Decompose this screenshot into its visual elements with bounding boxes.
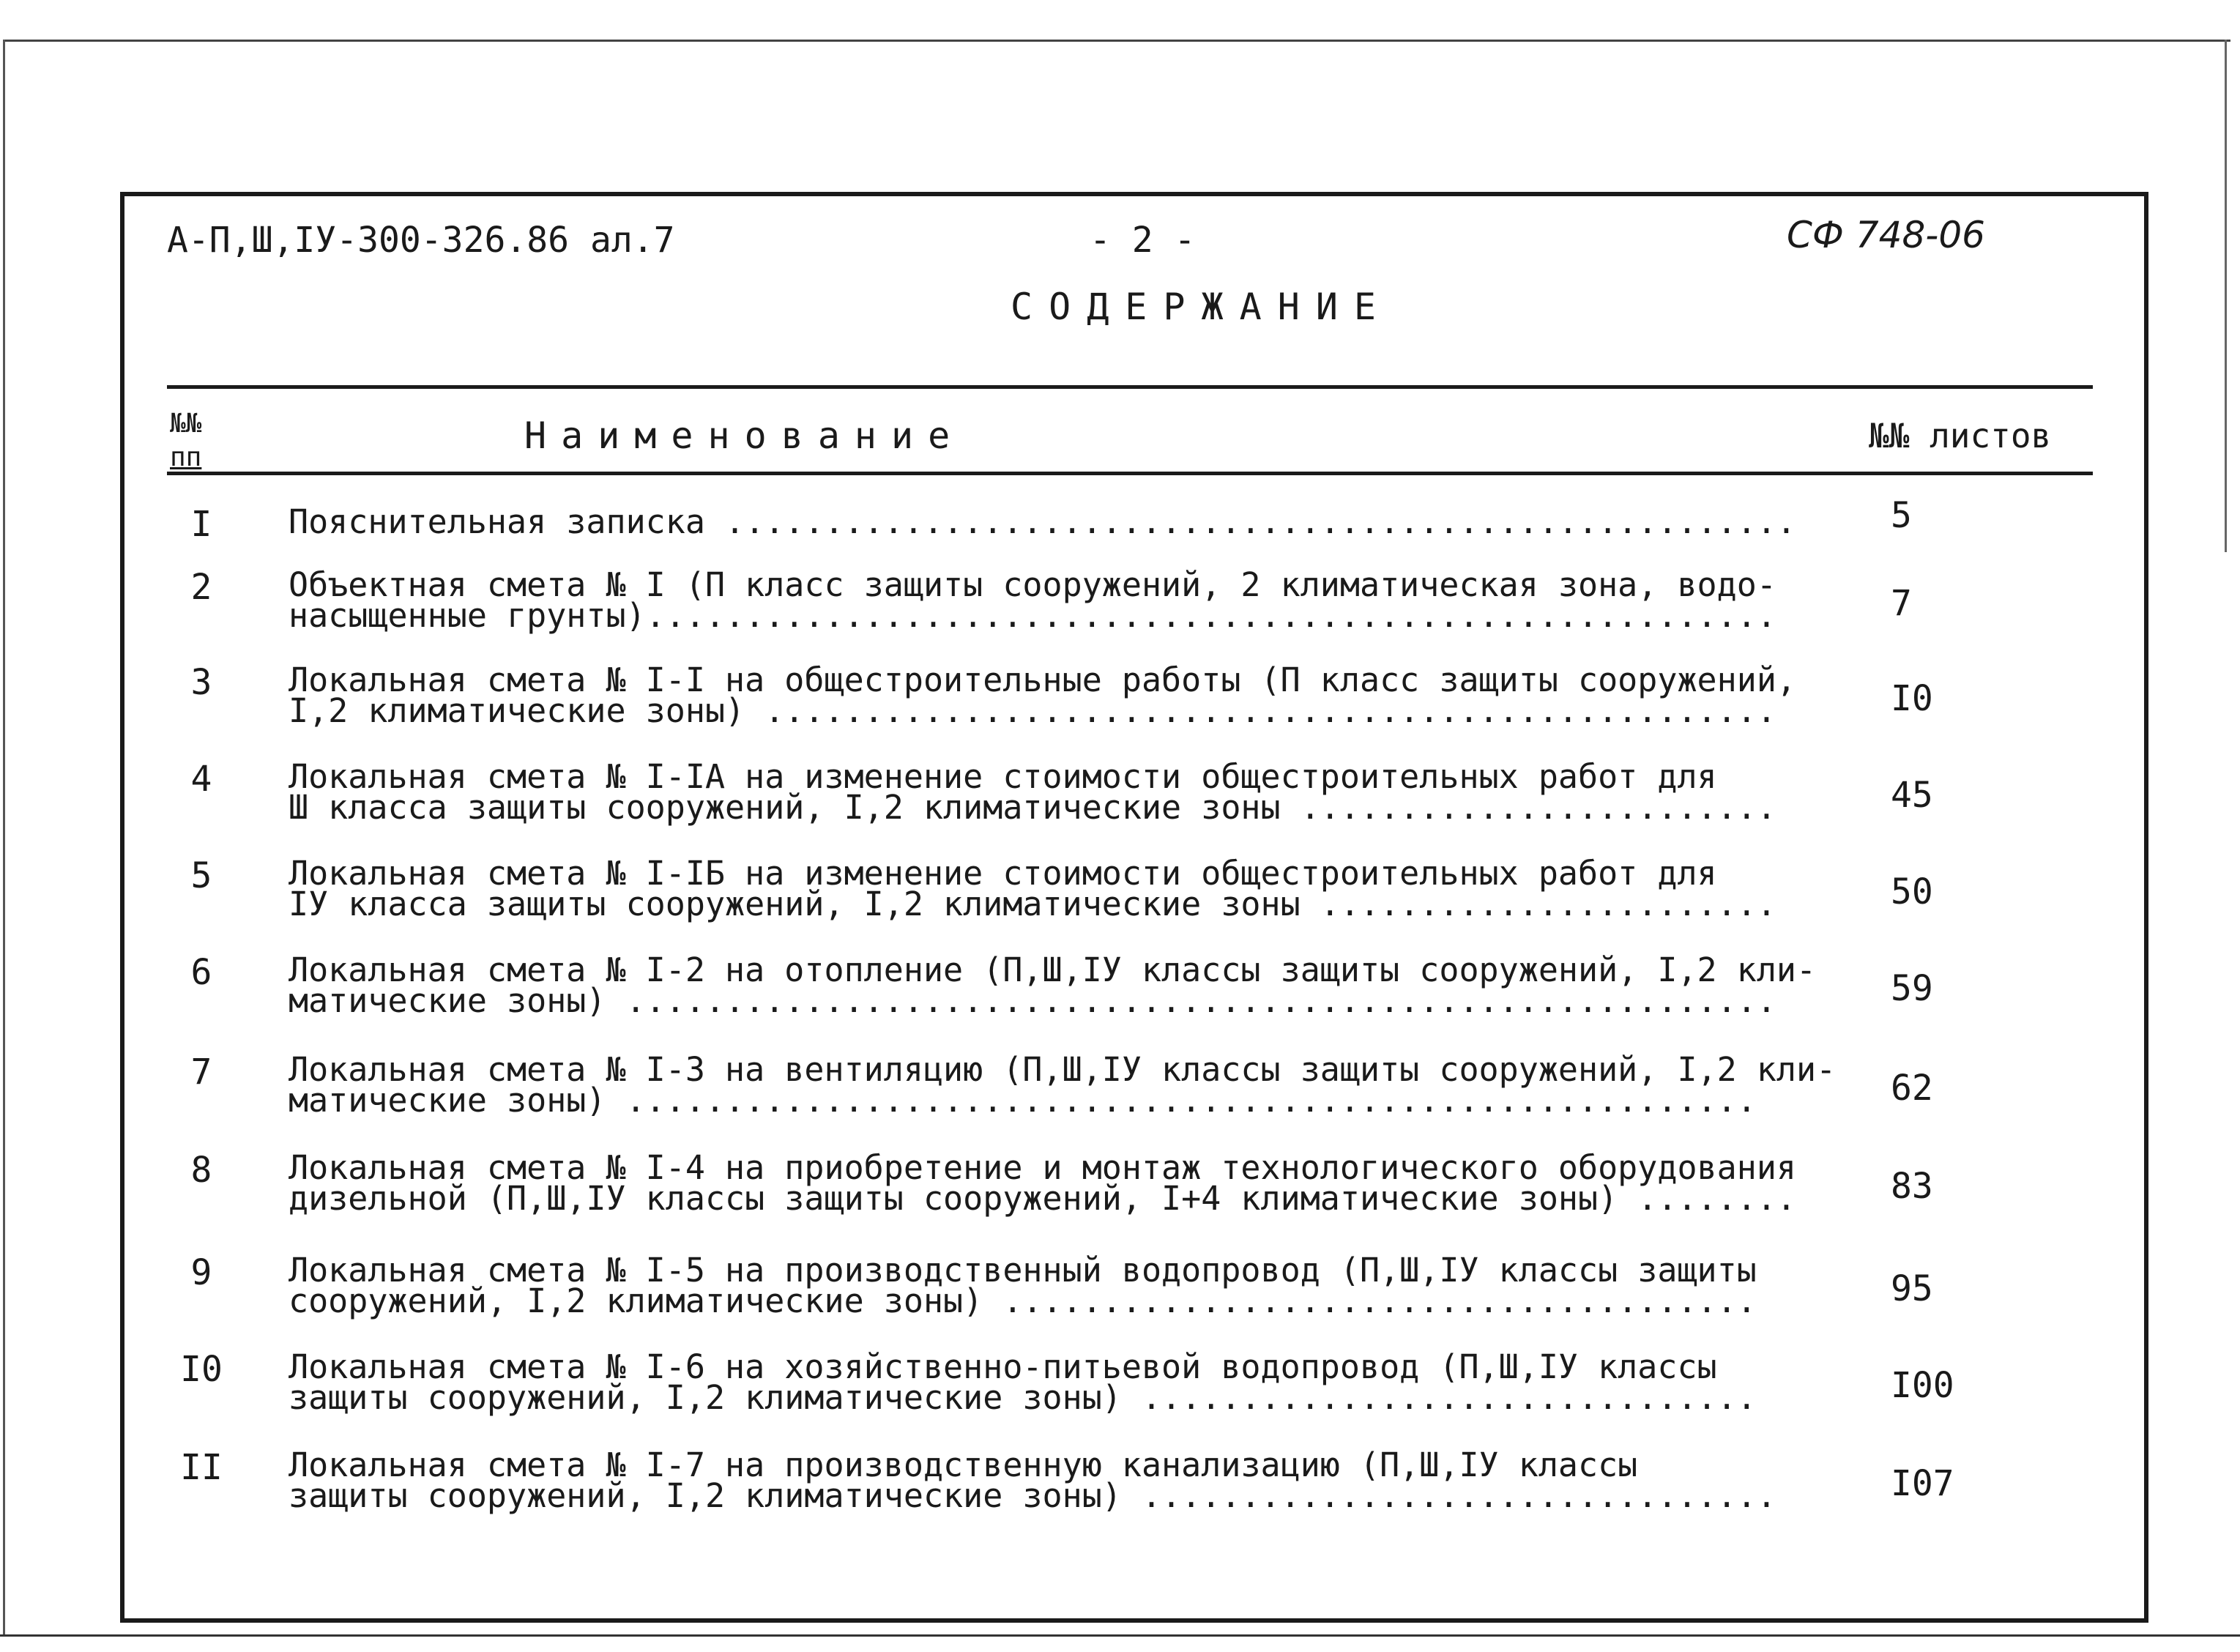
row-sheet-number: 62 xyxy=(1891,1068,1933,1109)
row-title xyxy=(289,565,1776,635)
sheet-edge-bottom xyxy=(0,1634,2240,1637)
row-title-line: Локальная смета № I-7 на производственную канализацию (П,Ш,IУ классы xyxy=(289,1446,1638,1484)
sheet-edge-top xyxy=(4,40,2230,42)
row-sheet-number: 83 xyxy=(1891,1166,1933,1207)
row-number: I xyxy=(190,504,212,545)
row-title xyxy=(289,1148,1797,1218)
row-title xyxy=(289,1446,1776,1515)
row-title xyxy=(289,757,1776,827)
row-title-line: Локальная смета № I-5 на производственный водопровод (П,Ш,IУ классы защиты xyxy=(289,1251,1757,1290)
row-title-line: IУ класса защиты сооружений, I,2 климатические зоны ....................... xyxy=(289,885,1776,923)
column-header-number xyxy=(170,407,201,475)
row-number: 3 xyxy=(190,662,212,703)
row-sheet-number: 5 xyxy=(1891,495,1912,536)
sheet-edge-left xyxy=(3,40,5,1636)
row-sheet-number: I0 xyxy=(1891,678,1933,719)
row-title-line: Локальная смета № I-6 на хозяйственно-питьевой водопровод (П,Ш,IУ классы xyxy=(289,1347,1717,1386)
row-number: 7 xyxy=(190,1052,212,1093)
row-sheet-number: 95 xyxy=(1891,1268,1933,1309)
row-sheet-number: 59 xyxy=(1891,968,1933,1009)
row-title-line: матические зоны) ......................................................... xyxy=(289,1081,1757,1120)
row-sheet-number: 7 xyxy=(1891,583,1912,624)
row-sheet-number: 50 xyxy=(1891,871,1933,912)
row-title xyxy=(289,1347,1757,1417)
page-title: СОДЕРЖАНИЕ xyxy=(1011,286,1393,328)
row-title xyxy=(289,1050,1837,1120)
handwritten-stamp: СФ 748-06 xyxy=(1787,214,1985,256)
row-number: 2 xyxy=(190,567,212,608)
row-title-line: I,2 климатические зоны) ................................................... xyxy=(289,691,1776,730)
column-header-number-line: №№ xyxy=(170,409,202,439)
row-title xyxy=(289,661,1797,730)
row-title-line: Локальная смета № I-I на общестроительные работы (П класс защиты сооружений, xyxy=(289,661,1797,699)
row-sheet-number: I00 xyxy=(1891,1365,1954,1406)
row-title-line: Пояснительная записка ...................................................... xyxy=(289,502,1797,541)
row-title xyxy=(289,854,1776,923)
row-sheet-number: I07 xyxy=(1891,1463,1954,1504)
row-title-line: сооружений, I,2 климатические зоны) ...................................... xyxy=(289,1281,1757,1320)
page-number: - 2 - xyxy=(1090,220,1196,261)
row-number: I0 xyxy=(180,1349,223,1390)
row-number: 9 xyxy=(190,1252,212,1293)
row-title xyxy=(289,1251,1757,1320)
row-title xyxy=(289,502,1797,541)
document-code: А-П,Ш,IУ-300-326.86 ал.7 xyxy=(167,220,675,261)
row-title-line: матические зоны) .......................................................... xyxy=(289,981,1776,1020)
table-rule-header xyxy=(167,472,2093,475)
row-title-line: Ш класса защиты сооружений, I,2 климатические зоны ........................ xyxy=(289,788,1776,827)
row-title-line: Локальная смета № I-IБ на изменение стоимости общестроительных работ для xyxy=(289,854,1717,893)
sheet-edge-right xyxy=(2225,40,2227,552)
column-header-number-line: пп xyxy=(170,442,202,472)
row-title-line: насыщенные грунты)......................................................... xyxy=(289,596,1776,635)
row-title xyxy=(289,950,1817,1020)
row-number: 5 xyxy=(190,855,212,896)
row-title-line: защиты сооружений, I,2 климатические зоны) ............................... xyxy=(289,1378,1757,1417)
row-sheet-number: 45 xyxy=(1891,775,1933,816)
row-number: II xyxy=(180,1447,223,1488)
row-title-line: Локальная смета № I-3 на вентиляцию (П,Ш,IУ классы защиты сооружений, I,2 кли- xyxy=(289,1050,1837,1089)
row-title-line: защиты сооружений, I,2 климатические зоны) ................................ xyxy=(289,1476,1776,1515)
row-title-line: Локальная смета № I-4 на приобретение и монтаж технологического оборудования xyxy=(289,1148,1797,1187)
row-title-line: Объектная смета № I (П класс защиты сооружений, 2 климатическая зона, водо- xyxy=(289,565,1776,604)
row-title-line: дизельной (П,Ш,IУ классы защиты сооружений, I+4 климатические зоны) ........ xyxy=(289,1179,1797,1218)
row-number: 6 xyxy=(190,952,212,993)
column-header-name: Наименование xyxy=(524,414,965,457)
row-number: 8 xyxy=(190,1150,212,1191)
row-title-line: Локальная смета № I-2 на отопление (П,Ш,IУ классы защиты сооружений, I,2 кли- xyxy=(289,950,1817,989)
column-header-sheets: №№ листов xyxy=(1869,416,2052,455)
row-number: 4 xyxy=(190,759,212,800)
table-rule-top xyxy=(167,385,2093,389)
row-title-line: Локальная смета № I-IА на изменение стоимости общестроительных работ для xyxy=(289,757,1717,796)
